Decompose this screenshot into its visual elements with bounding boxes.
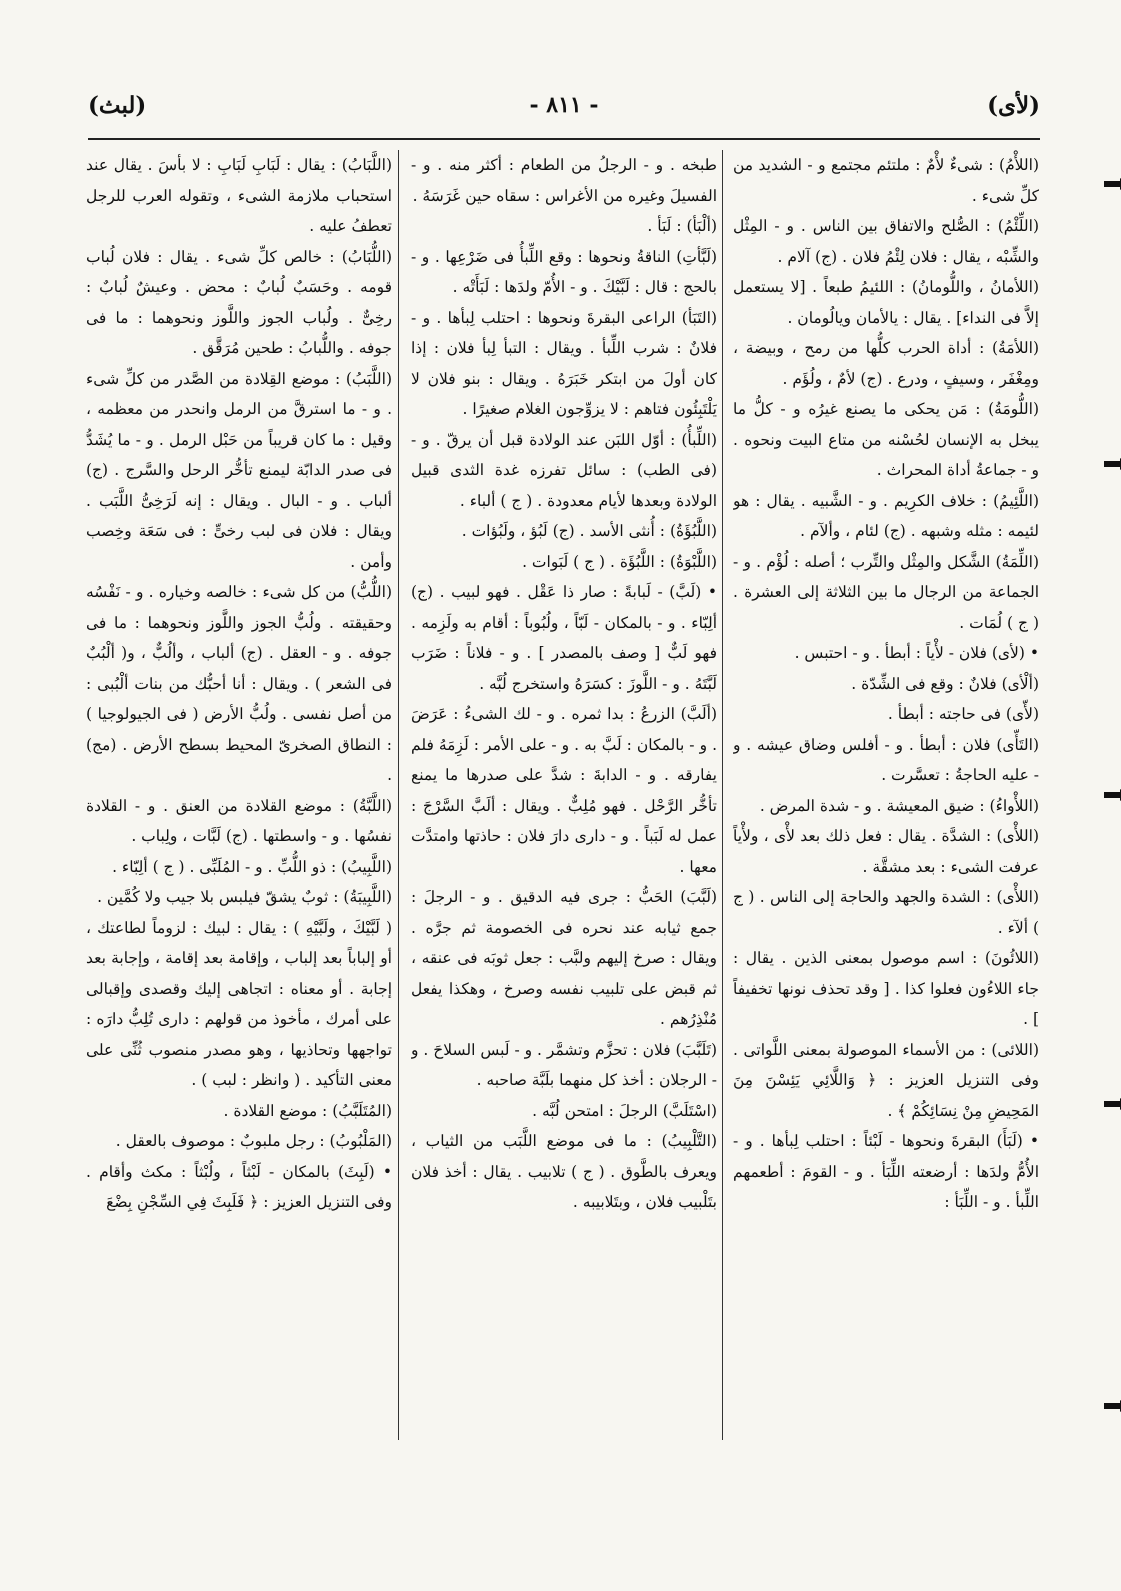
entry: (ألْبَأ) : لَبَأ . (647, 217, 717, 235)
entry: (اللأْمُ) : شىءٌ لأْمٌ : ملتئم مجتمع و - الشديد من كلِّ شىء . (733, 156, 1039, 205)
margin-arrow-icon (1104, 792, 1120, 798)
entry: (اللائى) : من الأسماء الموصولة بمعنى اللَّواتى . وفى التنزيل العزيز : ﴿ وَاللَّائِي يَئِسْنَ مِنَ المَحِيضِ مِنْ نِسَائِكُمْ ﴾ . (733, 1040, 1039, 1120)
entry: (اللُّبُّ) من كل شىء : خالصه وخياره . و - نَفْسُه وحقيقته . ولُبُّ الجوز واللَّوز ونحوهما : ما فى جوفه . و - العقل . (ج) ألباب ، وألُبٌّ ، و( ألْبُبٌ فى الشعر ) . ويقال : أنا أحبُّك من بنات ألْبُبى : من أصل نفسى . ولُبُّ الأرض ( فى الجيولوجيا ) : النطاق الصخرىّ المحيط بسطح الأرض . (مج) . (86, 583, 392, 784)
running-headword-left: (لبث) (88, 92, 147, 119)
entry: (اللُّبَابُ) : خالص كلِّ شىء . يقال : فلان لُباب قومه . وحَسَبٌ لُبابٌ : محض . وعيشٌ لُبابٌ : رخِىٌّ . ولُباب الجوز واللَّوز ونحوهما : ما فى جوفه . واللُّبابُ : طحين مُرَقَّق . (86, 247, 392, 357)
margin-arrow-icon (1104, 181, 1120, 187)
entry: • (لَبَأَ) البقرةَ ونحوها - لَبْئاً : احتلب لِبأها . و - الأُمُّ ولدَها : أرضعته اللِّبَأ . و - القومَ : أطعمهم اللِّبأ . و - اللِّبَأ : (733, 1132, 1039, 1211)
header-rule (88, 138, 1040, 140)
entry: (ألَبَّ) الزرعُ : بدا ثمره . و - لك الشىءُ : عَرَضَ . و - بالمكان : لَبَّ به . و - على الأمر : لَزِمَهُ فلم يفارقه . و - الدابةَ : شدَّ على صدرها ما يمنع تأخُّر الرَّحْل . فهو مُلِبٌّ . ويقال : ألَبَّ السَّرْجَ : عمل له لَبَباً . و - دارى دارَ فلان : حاذتها وامتدَّت معها . (411, 705, 717, 876)
entry: (المَلْبُوبُ) : رجل ملبوبٌ : موصوف بالعقل . (115, 1132, 392, 1150)
entry: (اللأْى) : الشدة والجهد والحاجة إلى الناس . ( ج ) ألآء . (733, 888, 1039, 937)
margin-arrow-icon (1104, 1101, 1120, 1107)
entry: (اللَّئِيمُ) : خلاف الكرِيم . و - الشَّبيه . يقال : هو لئيمه : مثله وشبهه . (ج) لئام ، وألآم . (733, 491, 1039, 540)
column-right (733, 150, 1039, 1440)
entry: (اللَّبَابُ) : يقال : لَبَابِ لَبَابِ : لا بأسَ . يقال عند استحباب ملازمة الشىء ، وتقوله العرب للرجل تعطفُ عليه . (86, 156, 392, 235)
column-left (86, 150, 392, 1440)
entry: (لأّى) فى حاجته : أبطأ . (887, 705, 1039, 723)
entry: (اللأمَةُ) : أداة الحرب كلُّها من رمح ، وبيضة ، ومِغْفَر ، وسيفٍ ، ودرع . (ج) لأمٌ ، ولُؤَم . (733, 339, 1039, 388)
entry: (اللَّبُؤَةُ) : أُنثى الأسد . (ج) لَبُؤ ، ولَبُؤات . (461, 522, 717, 540)
entry: (المُتَلَبَّبُ) : موضع القلادة . (223, 1101, 392, 1120)
column-divider (722, 150, 723, 1440)
entry: (التَأّى) فلان : أبطأ . و - أفلس وضاق عيشه . و - عليه الحاجةُ : تعسَّرت . (733, 735, 1039, 784)
entry: (اللَّبِيبَةُ) : ثوبٌ يشقّ فيلبس بلا جيب ولا كُمَّين . (97, 888, 392, 906)
entry: (اللأمانُ ، واللُّومانُ) : اللئيمُ طبعاً . [لا يستعمل إلاَّ فى النداء] . يقال : يالأمان ويالُومان . (733, 278, 1039, 327)
margin-arrow-icon (1104, 461, 1120, 467)
entry: (لَبَّبَ) الحَبُّ : جرى فيه الدقيق . و - الرجلَ : جمع ثيابه عند نحره فى الخصومة ثم جرَّه . ويقال : صرخ إليهم ولبَّب : جعل ثوبَه فى عنقه ، ثم قبض على تلبيب نفسه وصرخ ، وهكذا يفعل مُنْذِرُهم . (411, 888, 717, 1028)
entry: (التَّلْبِيبُ) : ما فى موضع اللَّبَب من الثياب ، ويعرف بالطَّوق . ( ج ) تلابيب . يقال : أخذ فلان بتَلْبيب فلان ، وبتَلابيبه . (411, 1132, 717, 1211)
entry: (اسْتَلَبَّ) الرجلَ : امتحن لُبَّه . (532, 1101, 717, 1120)
entry: (اللَّبَبُ) : موضع القِلادة من الصَّدر من كلِّ شىء . و - ما استرقَّ من الرمل وانحدر من معظمه ، وقيل : ما كان قريباً من حَبْل الرمل . و - ما يُشَدُّ فى صدر الدابّة ليمنع تأخُّر الرحل والسَّرج . (ج) ألباب . و - البال . ويقال : إنه لَرَخِىُّ اللَّبَب . ويقال : فلان فى لبب رخىٍّ : فى سَعَة وخِصب وأمن . (86, 369, 392, 571)
entry: • (لَبَّ) - لَبابةً : صار ذا عَقْل . فهو لبيب . (ج) ألِبّاء . و - بالمكان - لَبّاً ، ولُبُوباً : أقام به ولَزِمه . فهو لَبٌّ [ وصف بالمصدر ] . و - فلاناً : ضَرَب لَبَّتَهُ . و - اللَّوزَ : كسَرَهُ واستخرج لُبَّه . (411, 583, 717, 693)
entry: ( لَبَّيْكَ ، ولَبَّيْهِ ) : يقال : لبيك : لزوماً لطاعتك ، أو إلباباً بعد إلباب ، وإقامة بعد إقامة ، وإجابة بعد إجابة . أو معناه : اتجاهى إليك وقصدى وإقبالى على أمرك ، مأخوذ من قولهم : دارى تُلِبُّ دارَه : تواجهها وتحاذيها ، وهو مصدر منصوب ثُنِّى على معنى التأكيد . ( وانظر : لبب ) . (86, 918, 392, 1089)
entry: • (لأى) فلان - لأْياً : أبطأ . و - احتبس . (794, 644, 1039, 662)
margin-arrow-icon (1104, 1403, 1120, 1409)
entry: (اللأْواءُ) : ضيق المعيشة . و - شدة المرض . (759, 796, 1039, 815)
page-header (88, 92, 1040, 132)
page-number: - ٨١١ - (529, 92, 599, 118)
entry: (تَلَبَّبَ) فلان : تحزَّم وتشمَّر . و - لَبس السلاحَ . و - الرجلان : أخذ كل منهما بلَبَّة صاحبه . (411, 1040, 717, 1089)
entry: (اللَّبِيبُ) : ذو اللُّبِّ . و - المُلَبِّى . ( ج ) ألِبّاء . (112, 857, 392, 876)
entry: طبخه . و - الرجلُ من الطعام : أكثر منه . و - الفسيلَ وغيره من الأغراس : سقاه حين غَرَسَهُ . (411, 156, 717, 205)
entry: (اللأْى) : الشدَّة . يقال : فعل ذلك بعد لأْى ، ولأْياً عرفت الشىء : بعد مشقَّة . (733, 827, 1039, 876)
entry: (التَبَأ) الراعى البقرةَ ونحوها : احتلب لِبأها . و - فلانٌ : شرب اللِّبأ . ويقال : التبأ لِبأ فلان : إذا كان أولَ من ابتكر خَبَرَهُ . ويقال : بنو فلان لا يَلْتَبِئُون فتاهم : لا يزوِّجون الغلام صغيرًا . (411, 308, 717, 418)
entry: (اللِّئْمُ) : الصُّلح والاتفاق بين الناس . و - المِثْل والشِّبْه ، يقال : فلان لِئْمُ فلان . (ج) آلام . (733, 217, 1039, 266)
entry: (اللِّبأُ) : أوّل اللبَن عند الولادة قبل أن يرقّ . و - (فى الطب) : سائل تفرزه غدة الثدى قبيل الولادة وبعدها لأيام معدودة . ( ج ) ألباء . (411, 430, 717, 510)
entry: (اللِّمَةُ) الشَّكل والمِثْل والتِّرب ؛ أصله : لُؤْم . و - الجماعة من الرجال ما بين الثلاثة إلى العشرة . ( ج ) لُمَات . (733, 552, 1039, 632)
entry: (اللُّومَةُ) : مَن يحكى ما يصنع غيرُه و - كلُّ ما يبخل به الإنسان لحُسْنه من متاع البيت ونحوه . و - جماعةُ أداة المحراث . (733, 400, 1039, 479)
entry: (ألْأى) فلانٌ : وقع فى الشِّدّة . (851, 674, 1039, 693)
running-headword-right: (لأى) (987, 92, 1040, 119)
column-divider (398, 150, 399, 1440)
column-middle (411, 150, 717, 1440)
entry: (اللَّبَّةُ) : موضع القلادة من العنق . و - القلادة نفسُها . و - واسطتها . (ج) لَبَّات ، ولِباب . (86, 796, 392, 845)
entry: (اللَّبْوَةُ) : اللَّبُؤَة . ( ج ) لَبَوات . (522, 552, 717, 571)
entry: • (لَبِثَ) بالمكان - لَبْثاً ، ولُبْثاً : مكث وأقام . وفى التنزيل العزيز : ﴿ فَلَبِثَ فِي السِّجْنِ بِضْعَ (86, 1162, 392, 1211)
entry: (لَبَّأتِ) الناقةُ ونحوها : وقع اللِّبأُ فى ضَرْعِها . و - بالحج : قال : لَبَّيْكَ . و - الأُمّ ولدَها : لَبَأَتْه . (411, 247, 717, 296)
entry: (اللائُونَ) : اسم موصول بمعنى الذين . يقال : جاء اللاءُون فعلوا كذا . [ وقد تحذف نونها تخفيفاً ] . (733, 949, 1039, 1028)
